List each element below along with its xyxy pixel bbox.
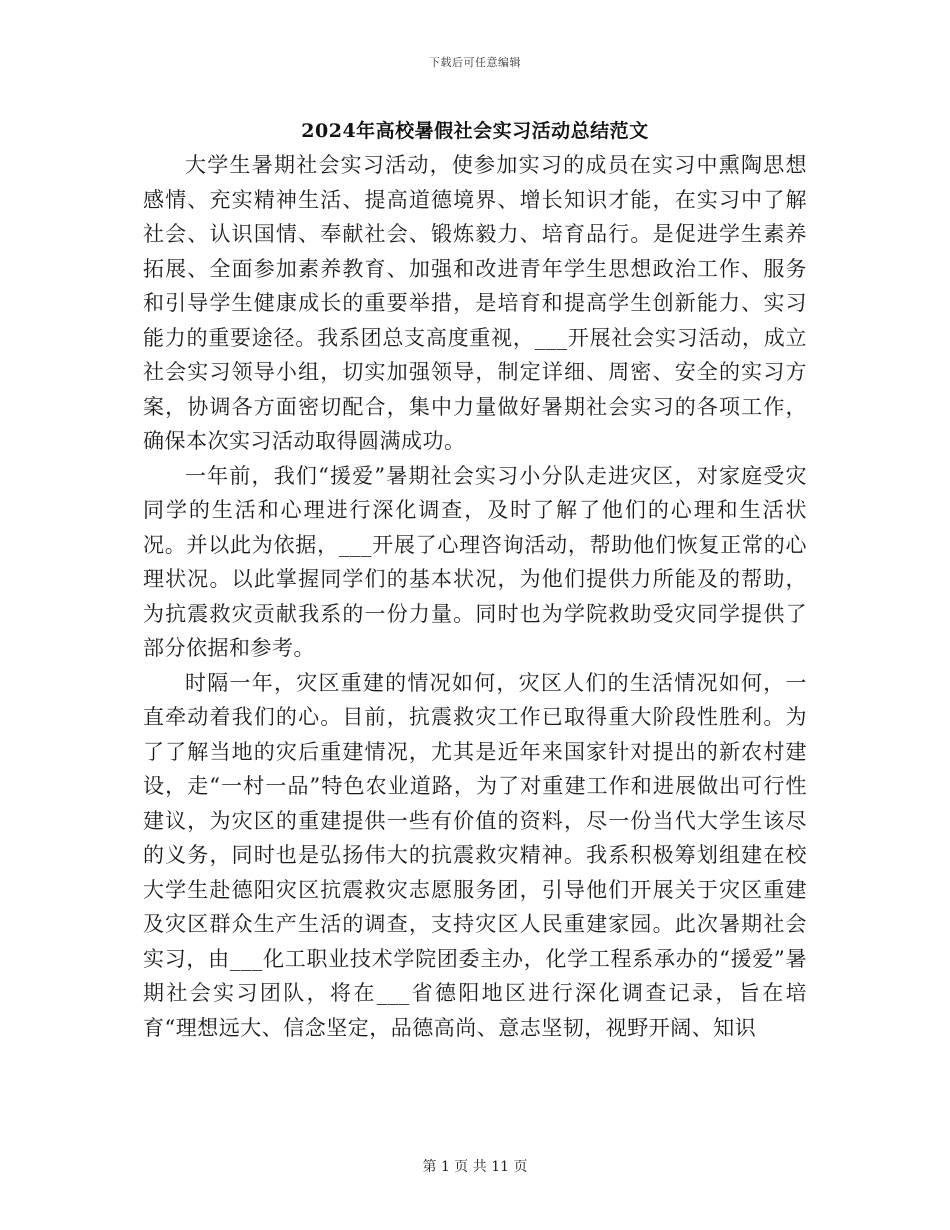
page-number-footer: 第 1 页 共 11 页 [422,1159,528,1175]
body-paragraph-2: 一年前，我们“援爱”暑期社会实习小分队走进灾区，对家庭受灾同学的生活和心理进行深化调查，及时了解了他们的心理和生活状况。并以此为依据，___开展了心理咨询活动，帮助他们恢复正常的心理状况。以此掌握同学们的基本状况，为他们提供力所能及的帮助，为抗震救灾贡献我系的一份力量。同时也为学院救助受灾同学提供了部分依据和参考。 [143,463,807,660]
body-paragraph-1: 大学生暑期社会实习活动，使参加实习的成员在实习中熏陶思想感情、充实精神生活、提高道德境界、增长知识才能，在实习中了解社会、认识国情、奉献社会、锻炼毅力、培育品行。是促进学生素养拓展、全面参加素养教育、加强和改进青年学生思想政治工作、服务和引导学生健康成长的重要举措，是培育和提高学生创新能力、实习能力的重要途径。我系团总支高度重视，___开展社会实习活动，成立社会实习领导小组，切实加强领导，制定详细、周密、安全的实习方案，协调各方面密切配合，集中力量做好暑期社会实习的各项工作，确保本次实习活动取得圆满成功。 [143,153,807,453]
page-header-note: 下载后可任意编辑 [429,56,521,69]
document-body [143,148,807,1045]
document-title: 2024年高校暑假社会实习活动总结范文 [301,120,649,142]
body-paragraph-3: 时隔一年，灾区重建的情况如何，灾区人们的生活情况如何，一直牵动着我们的心。目前，抗震救灾工作已取得重大阶段性胜利。为了了解当地的灾后重建情况，尤其是近年来国家针对提出的新农村建设，走“一村一品”特色农业道路，为了对重建工作和进展做出可行性建议，为灾区的重建提供一些有价值的资料，尽一份当代大学生该尽的义务，同时也是弘扬伟大的抗震救灾精神。我系积极筹划组建在校大学生赴德阳灾区抗震救灾志愿服务团，引导他们开展关于灾区重建及灾区群众生产生活的调查，支持灾区人民重建家园。此次暑期社会实习，由___化工职业技术学院团委主办，化学工程系承办的“援爱”暑期社会实习团队，将在___省德阳地区进行深化调查记录，旨在培育“理想远大、信念坚定，品德高尚、意志坚韧，视野开阔、知识 [143,670,807,1040]
